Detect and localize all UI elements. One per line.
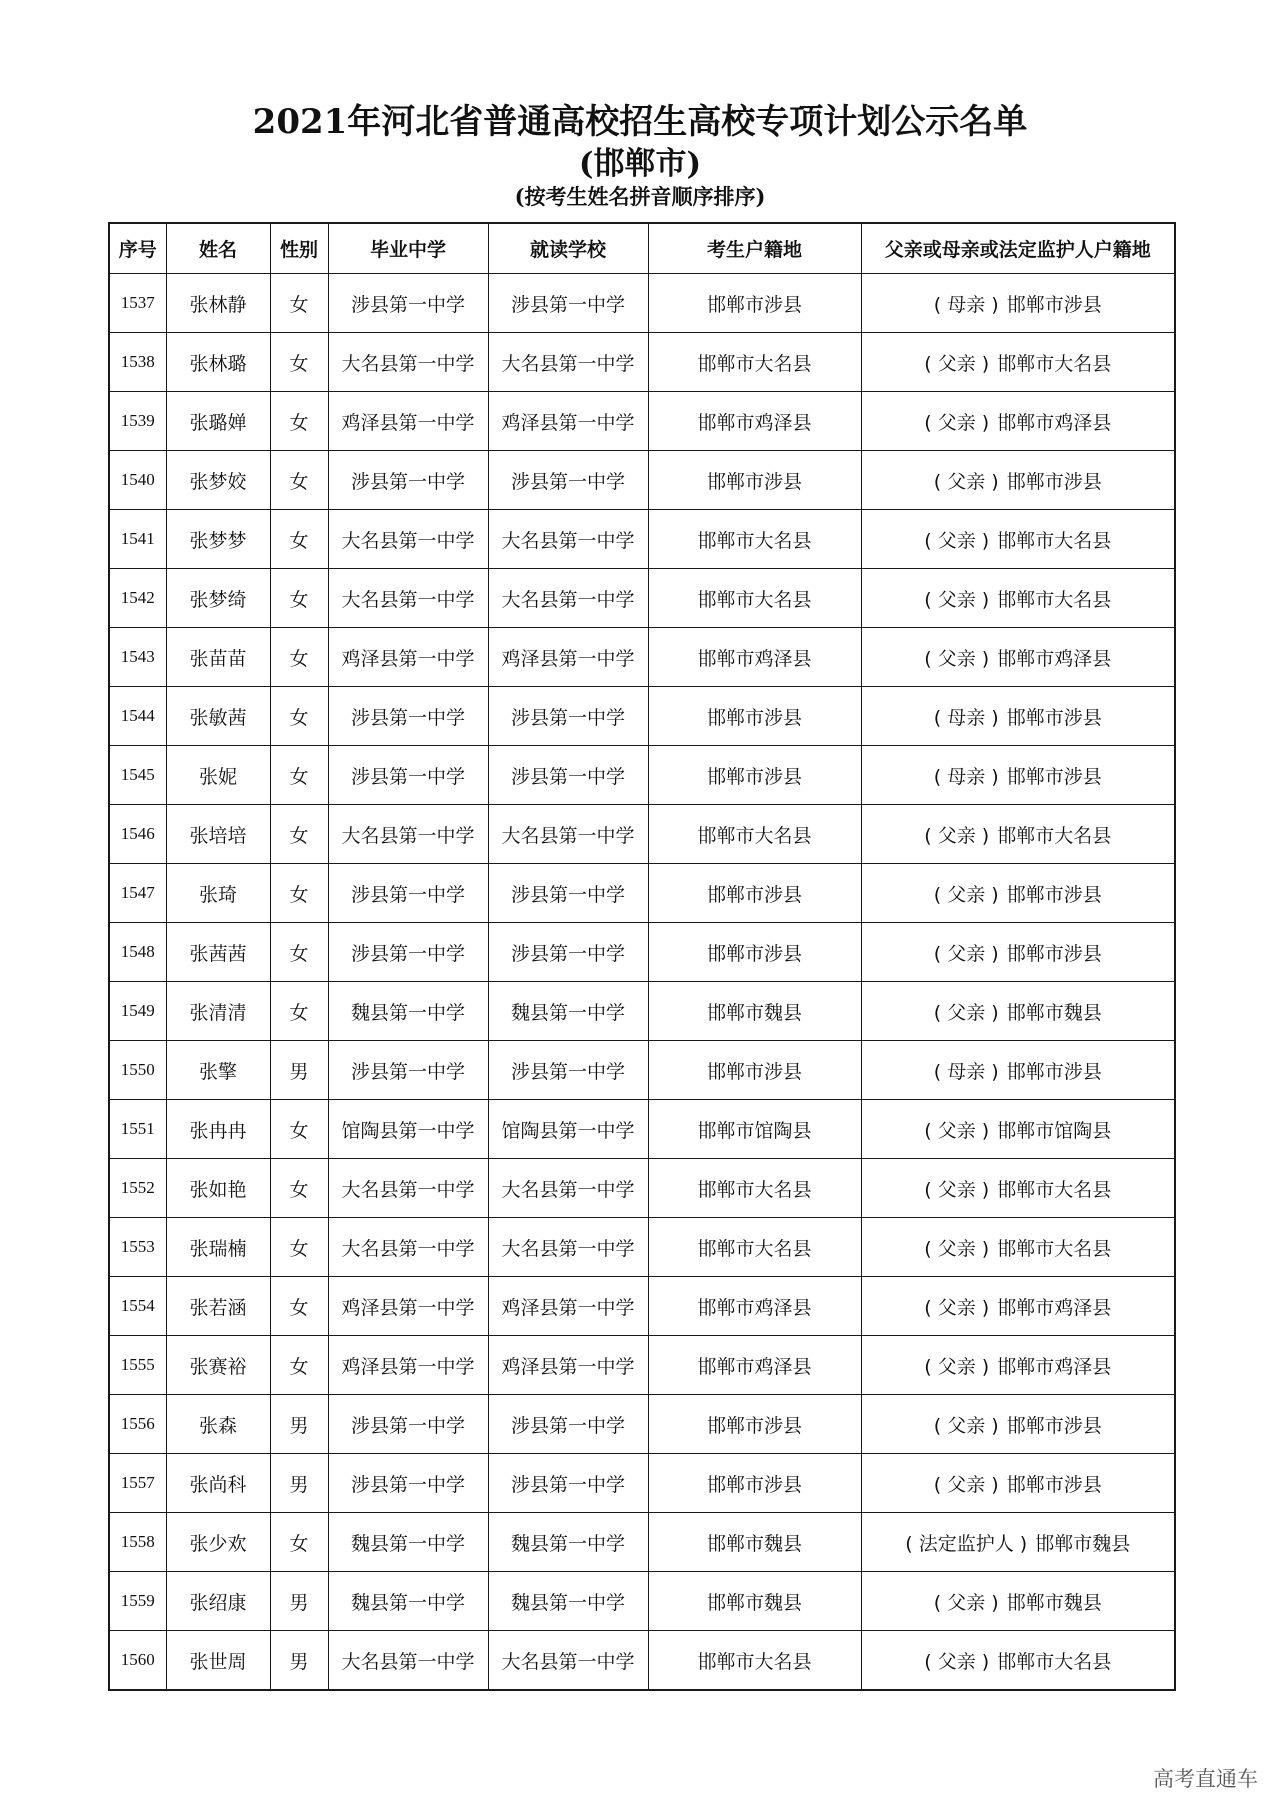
cell-name: 张梦绮 xyxy=(166,569,270,628)
cell-current-school: 大名县第一中学 xyxy=(488,569,648,628)
cell-no: 1542 xyxy=(109,569,166,628)
sort-note: (按考生姓名拼音顺序排序) xyxy=(514,184,766,209)
cell-current-school: 大名县第一中学 xyxy=(488,510,648,569)
cell-guardian-household xyxy=(861,1041,1175,1100)
table-row xyxy=(109,805,1175,864)
cell-grad-school: 大名县第一中学 xyxy=(328,333,488,392)
cell-no: 1545 xyxy=(109,746,166,805)
cell-current-school: 涉县第一中学 xyxy=(488,687,648,746)
column-header-guardian-household: 父亲或母亲或法定监护人户籍地 xyxy=(861,223,1175,274)
guardian-relation: ( 父亲 ) xyxy=(924,824,990,847)
cell-guardian-household xyxy=(861,1631,1175,1691)
table-row xyxy=(109,1336,1175,1395)
cell-no: 1538 xyxy=(109,333,166,392)
guardian-household: 邯郸市鸡泽县 xyxy=(997,411,1112,434)
cell-grad-school: 涉县第一中学 xyxy=(328,864,488,923)
cell-no: 1548 xyxy=(109,923,166,982)
guardian-household: 邯郸市大名县 xyxy=(997,352,1112,375)
cell-grad-school: 大名县第一中学 xyxy=(328,805,488,864)
cell-current-school: 涉县第一中学 xyxy=(488,451,648,510)
cell-household: 邯郸市大名县 xyxy=(648,1218,861,1277)
cell-gender: 女 xyxy=(270,333,328,392)
cell-household: 邯郸市大名县 xyxy=(648,333,861,392)
guardian-relation: ( 父亲 ) xyxy=(924,588,990,611)
cell-no: 1537 xyxy=(109,274,166,333)
cell-gender: 女 xyxy=(270,274,328,333)
guardian-household: 邯郸市大名县 xyxy=(997,529,1112,552)
table-row xyxy=(109,1454,1175,1513)
table-row xyxy=(109,982,1175,1041)
cell-gender: 女 xyxy=(270,923,328,982)
cell-name: 张擎 xyxy=(166,1041,270,1100)
cell-gender: 女 xyxy=(270,805,328,864)
cell-gender: 男 xyxy=(270,1041,328,1100)
table-row xyxy=(109,746,1175,805)
cell-household: 邯郸市涉县 xyxy=(648,1395,861,1454)
cell-name: 张林静 xyxy=(166,274,270,333)
cell-guardian-household xyxy=(861,1513,1175,1572)
cell-name: 张璐婵 xyxy=(166,392,270,451)
cell-guardian-household xyxy=(861,746,1175,805)
guardian-relation: ( 父亲 ) xyxy=(924,411,990,434)
cell-guardian-household xyxy=(861,864,1175,923)
cell-grad-school: 涉县第一中学 xyxy=(328,923,488,982)
column-header-current-school: 就读学校 xyxy=(488,223,648,274)
cell-name: 张世周 xyxy=(166,1631,270,1691)
cell-no: 1540 xyxy=(109,451,166,510)
guardian-household: 邯郸市魏县 xyxy=(1006,1591,1102,1614)
cell-gender: 女 xyxy=(270,1336,328,1395)
table-row xyxy=(109,569,1175,628)
cell-name: 张赛裕 xyxy=(166,1336,270,1395)
cell-gender: 男 xyxy=(270,1631,328,1691)
table-row xyxy=(109,274,1175,333)
guardian-relation: ( 父亲 ) xyxy=(924,1237,990,1260)
cell-guardian-household xyxy=(861,333,1175,392)
table-row xyxy=(109,1572,1175,1631)
guardian-relation: ( 父亲 ) xyxy=(933,1414,999,1437)
cell-name: 张妮 xyxy=(166,746,270,805)
table-row xyxy=(109,1631,1175,1691)
guardian-household: 邯郸市涉县 xyxy=(1006,883,1102,906)
guardian-relation: ( 母亲 ) xyxy=(933,293,999,316)
cell-household: 邯郸市魏县 xyxy=(648,982,861,1041)
guardian-household: 邯郸市鸡泽县 xyxy=(997,647,1112,670)
cell-current-school: 涉县第一中学 xyxy=(488,746,648,805)
cell-no: 1543 xyxy=(109,628,166,687)
cell-household: 邯郸市涉县 xyxy=(648,687,861,746)
cell-current-school: 大名县第一中学 xyxy=(488,1218,648,1277)
cell-current-school: 魏县第一中学 xyxy=(488,1572,648,1631)
guardian-relation: ( 父亲 ) xyxy=(933,883,999,906)
cell-guardian-household xyxy=(861,569,1175,628)
cell-grad-school: 馆陶县第一中学 xyxy=(328,1100,488,1159)
cell-grad-school: 鸡泽县第一中学 xyxy=(328,628,488,687)
cell-current-school: 大名县第一中学 xyxy=(488,1159,648,1218)
cell-gender: 女 xyxy=(270,1513,328,1572)
cell-no: 1559 xyxy=(109,1572,166,1631)
cell-grad-school: 鸡泽县第一中学 xyxy=(328,1336,488,1395)
guardian-household: 邯郸市魏县 xyxy=(1035,1532,1131,1555)
cell-guardian-household xyxy=(861,923,1175,982)
guardian-household: 邯郸市涉县 xyxy=(1006,1414,1102,1437)
cell-grad-school: 涉县第一中学 xyxy=(328,1454,488,1513)
cell-grad-school: 涉县第一中学 xyxy=(328,1041,488,1100)
cell-gender: 女 xyxy=(270,1277,328,1336)
cell-guardian-household xyxy=(861,1572,1175,1631)
guardian-household: 邯郸市魏县 xyxy=(1006,1001,1102,1024)
cell-guardian-household xyxy=(861,274,1175,333)
cell-guardian-household xyxy=(861,982,1175,1041)
table-row xyxy=(109,1100,1175,1159)
column-header-household: 考生户籍地 xyxy=(648,223,861,274)
cell-household: 邯郸市涉县 xyxy=(648,864,861,923)
cell-grad-school: 魏县第一中学 xyxy=(328,982,488,1041)
cell-gender: 女 xyxy=(270,687,328,746)
cell-name: 张如艳 xyxy=(166,1159,270,1218)
table-row xyxy=(109,1513,1175,1572)
cell-no: 1557 xyxy=(109,1454,166,1513)
table-row xyxy=(109,923,1175,982)
table-row xyxy=(109,687,1175,746)
watermark-text: 高考直通车 xyxy=(1153,1767,1258,1791)
document-region: (邯郸市) xyxy=(578,146,702,182)
cell-grad-school: 大名县第一中学 xyxy=(328,510,488,569)
cell-name: 张森 xyxy=(166,1395,270,1454)
cell-household: 邯郸市涉县 xyxy=(648,1041,861,1100)
cell-grad-school: 涉县第一中学 xyxy=(328,451,488,510)
cell-name: 张尚科 xyxy=(166,1454,270,1513)
cell-household: 邯郸市大名县 xyxy=(648,1631,861,1691)
cell-current-school: 魏县第一中学 xyxy=(488,1513,648,1572)
cell-current-school: 大名县第一中学 xyxy=(488,805,648,864)
guardian-household: 邯郸市大名县 xyxy=(997,1237,1112,1260)
cell-name: 张清清 xyxy=(166,982,270,1041)
cell-guardian-household xyxy=(861,805,1175,864)
cell-name: 张琦 xyxy=(166,864,270,923)
cell-gender: 男 xyxy=(270,1454,328,1513)
cell-household: 邯郸市鸡泽县 xyxy=(648,392,861,451)
cell-household: 邯郸市涉县 xyxy=(648,274,861,333)
cell-gender: 女 xyxy=(270,1100,328,1159)
cell-household: 邯郸市魏县 xyxy=(648,1572,861,1631)
cell-no: 1550 xyxy=(109,1041,166,1100)
column-header-grad-school: 毕业中学 xyxy=(328,223,488,274)
table-body xyxy=(109,274,1175,1691)
guardian-household: 邯郸市涉县 xyxy=(1006,942,1102,965)
guardian-household: 邯郸市馆陶县 xyxy=(997,1119,1112,1142)
guardian-household: 邯郸市大名县 xyxy=(997,1178,1112,1201)
guardian-relation: ( 母亲 ) xyxy=(933,706,999,729)
cell-grad-school: 大名县第一中学 xyxy=(328,1159,488,1218)
column-header-gender: 性别 xyxy=(270,223,328,274)
cell-grad-school: 大名县第一中学 xyxy=(328,1631,488,1691)
cell-no: 1558 xyxy=(109,1513,166,1572)
roster-table xyxy=(108,222,1176,1691)
cell-guardian-household xyxy=(861,1100,1175,1159)
cell-household: 邯郸市魏县 xyxy=(648,1513,861,1572)
cell-household: 邯郸市鸡泽县 xyxy=(648,1336,861,1395)
cell-gender: 男 xyxy=(270,1572,328,1631)
cell-no: 1555 xyxy=(109,1336,166,1395)
cell-gender: 女 xyxy=(270,510,328,569)
cell-current-school: 大名县第一中学 xyxy=(488,333,648,392)
guardian-relation: ( 法定监护人 ) xyxy=(905,1532,1028,1555)
cell-current-school: 涉县第一中学 xyxy=(488,1041,648,1100)
cell-guardian-household xyxy=(861,1218,1175,1277)
cell-household: 邯郸市涉县 xyxy=(648,746,861,805)
cell-household: 邯郸市大名县 xyxy=(648,510,861,569)
guardian-relation: ( 父亲 ) xyxy=(924,352,990,375)
cell-guardian-household xyxy=(861,1336,1175,1395)
cell-guardian-household xyxy=(861,1454,1175,1513)
guardian-relation: ( 母亲 ) xyxy=(933,1060,999,1083)
cell-household: 邯郸市涉县 xyxy=(648,923,861,982)
cell-gender: 女 xyxy=(270,451,328,510)
cell-gender: 女 xyxy=(270,569,328,628)
cell-no: 1553 xyxy=(109,1218,166,1277)
cell-no: 1549 xyxy=(109,982,166,1041)
cell-household: 邯郸市鸡泽县 xyxy=(648,1277,861,1336)
table-row xyxy=(109,1218,1175,1277)
cell-current-school: 涉县第一中学 xyxy=(488,923,648,982)
guardian-household: 邯郸市涉县 xyxy=(1006,765,1102,788)
cell-name: 张若涵 xyxy=(166,1277,270,1336)
cell-guardian-household xyxy=(861,1395,1175,1454)
table-row xyxy=(109,333,1175,392)
table-row xyxy=(109,628,1175,687)
guardian-relation: ( 父亲 ) xyxy=(924,1650,990,1673)
table-row xyxy=(109,864,1175,923)
cell-household: 邯郸市涉县 xyxy=(648,1454,861,1513)
cell-name: 张苗苗 xyxy=(166,628,270,687)
cell-guardian-household xyxy=(861,392,1175,451)
cell-guardian-household xyxy=(861,628,1175,687)
cell-current-school: 涉县第一中学 xyxy=(488,1395,648,1454)
cell-grad-school: 魏县第一中学 xyxy=(328,1513,488,1572)
cell-guardian-household xyxy=(861,687,1175,746)
guardian-household: 邯郸市涉县 xyxy=(1006,1473,1102,1496)
guardian-relation: ( 父亲 ) xyxy=(924,529,990,552)
cell-current-school: 鸡泽县第一中学 xyxy=(488,392,648,451)
cell-no: 1541 xyxy=(109,510,166,569)
cell-grad-school: 涉县第一中学 xyxy=(328,1395,488,1454)
cell-guardian-household xyxy=(861,510,1175,569)
table-row xyxy=(109,510,1175,569)
guardian-household: 邯郸市大名县 xyxy=(997,1650,1112,1673)
cell-no: 1556 xyxy=(109,1395,166,1454)
cell-name: 张培培 xyxy=(166,805,270,864)
cell-current-school: 鸡泽县第一中学 xyxy=(488,1277,648,1336)
cell-grad-school: 涉县第一中学 xyxy=(328,274,488,333)
table-row xyxy=(109,451,1175,510)
guardian-household: 邯郸市大名县 xyxy=(997,588,1112,611)
cell-current-school: 魏县第一中学 xyxy=(488,982,648,1041)
cell-current-school: 涉县第一中学 xyxy=(488,274,648,333)
cell-gender: 男 xyxy=(270,1395,328,1454)
guardian-relation: ( 父亲 ) xyxy=(924,1355,990,1378)
guardian-relation: ( 父亲 ) xyxy=(933,1473,999,1496)
cell-gender: 女 xyxy=(270,1159,328,1218)
cell-grad-school: 涉县第一中学 xyxy=(328,746,488,805)
cell-household: 邯郸市大名县 xyxy=(648,569,861,628)
cell-name: 张林璐 xyxy=(166,333,270,392)
guardian-relation: ( 父亲 ) xyxy=(933,470,999,493)
cell-no: 1544 xyxy=(109,687,166,746)
cell-name: 张冉冉 xyxy=(166,1100,270,1159)
cell-no: 1554 xyxy=(109,1277,166,1336)
cell-no: 1539 xyxy=(109,392,166,451)
table-row xyxy=(109,1041,1175,1100)
cell-no: 1547 xyxy=(109,864,166,923)
cell-name: 张瑞楠 xyxy=(166,1218,270,1277)
guardian-relation: ( 父亲 ) xyxy=(924,1296,990,1319)
guardian-relation: ( 父亲 ) xyxy=(933,942,999,965)
cell-grad-school: 大名县第一中学 xyxy=(328,1218,488,1277)
cell-grad-school: 鸡泽县第一中学 xyxy=(328,1277,488,1336)
cell-name: 张梦梦 xyxy=(166,510,270,569)
document-title: 2021年河北省普通高校招生高校专项计划公示名单 xyxy=(252,102,1028,142)
cell-gender: 女 xyxy=(270,746,328,805)
column-header-name: 姓名 xyxy=(166,223,270,274)
guardian-relation: ( 父亲 ) xyxy=(924,1119,990,1142)
cell-household: 邯郸市涉县 xyxy=(648,451,861,510)
cell-grad-school: 大名县第一中学 xyxy=(328,569,488,628)
cell-current-school: 鸡泽县第一中学 xyxy=(488,628,648,687)
guardian-household: 邯郸市涉县 xyxy=(1006,706,1102,729)
cell-gender: 女 xyxy=(270,864,328,923)
table-row xyxy=(109,392,1175,451)
cell-name: 张梦姣 xyxy=(166,451,270,510)
cell-current-school: 馆陶县第一中学 xyxy=(488,1100,648,1159)
guardian-household: 邯郸市涉县 xyxy=(1006,1060,1102,1083)
cell-household: 邯郸市鸡泽县 xyxy=(648,628,861,687)
guardian-relation: ( 父亲 ) xyxy=(933,1001,999,1024)
cell-name: 张敏茜 xyxy=(166,687,270,746)
table-row xyxy=(109,1159,1175,1218)
cell-name: 张少欢 xyxy=(166,1513,270,1572)
cell-gender: 女 xyxy=(270,628,328,687)
cell-current-school: 涉县第一中学 xyxy=(488,1454,648,1513)
cell-household: 邯郸市大名县 xyxy=(648,805,861,864)
guardian-household: 邯郸市涉县 xyxy=(1006,293,1102,316)
cell-guardian-household xyxy=(861,451,1175,510)
guardian-relation: ( 父亲 ) xyxy=(933,1591,999,1614)
cell-no: 1551 xyxy=(109,1100,166,1159)
header-row xyxy=(109,223,1175,274)
cell-household: 邯郸市大名县 xyxy=(648,1159,861,1218)
cell-household: 邯郸市馆陶县 xyxy=(648,1100,861,1159)
cell-guardian-household xyxy=(861,1159,1175,1218)
guardian-relation: ( 父亲 ) xyxy=(924,647,990,670)
cell-grad-school: 鸡泽县第一中学 xyxy=(328,392,488,451)
cell-current-school: 鸡泽县第一中学 xyxy=(488,1336,648,1395)
cell-name: 张茜茜 xyxy=(166,923,270,982)
table-header xyxy=(109,223,1175,274)
guardian-household: 邯郸市大名县 xyxy=(997,824,1112,847)
table-row xyxy=(109,1395,1175,1454)
guardian-household: 邯郸市涉县 xyxy=(1006,470,1102,493)
cell-grad-school: 涉县第一中学 xyxy=(328,687,488,746)
cell-no: 1560 xyxy=(109,1631,166,1691)
guardian-household: 邯郸市鸡泽县 xyxy=(997,1355,1112,1378)
cell-name: 张绍康 xyxy=(166,1572,270,1631)
cell-gender: 女 xyxy=(270,1218,328,1277)
guardian-relation: ( 父亲 ) xyxy=(924,1178,990,1201)
cell-no: 1546 xyxy=(109,805,166,864)
guardian-household: 邯郸市鸡泽县 xyxy=(997,1296,1112,1319)
cell-gender: 女 xyxy=(270,982,328,1041)
cell-current-school: 大名县第一中学 xyxy=(488,1631,648,1691)
cell-gender: 女 xyxy=(270,392,328,451)
column-header-no: 序号 xyxy=(109,223,166,274)
cell-grad-school: 魏县第一中学 xyxy=(328,1572,488,1631)
cell-guardian-household xyxy=(861,1277,1175,1336)
cell-no: 1552 xyxy=(109,1159,166,1218)
guardian-relation: ( 母亲 ) xyxy=(933,765,999,788)
table-row xyxy=(109,1277,1175,1336)
cell-current-school: 涉县第一中学 xyxy=(488,864,648,923)
